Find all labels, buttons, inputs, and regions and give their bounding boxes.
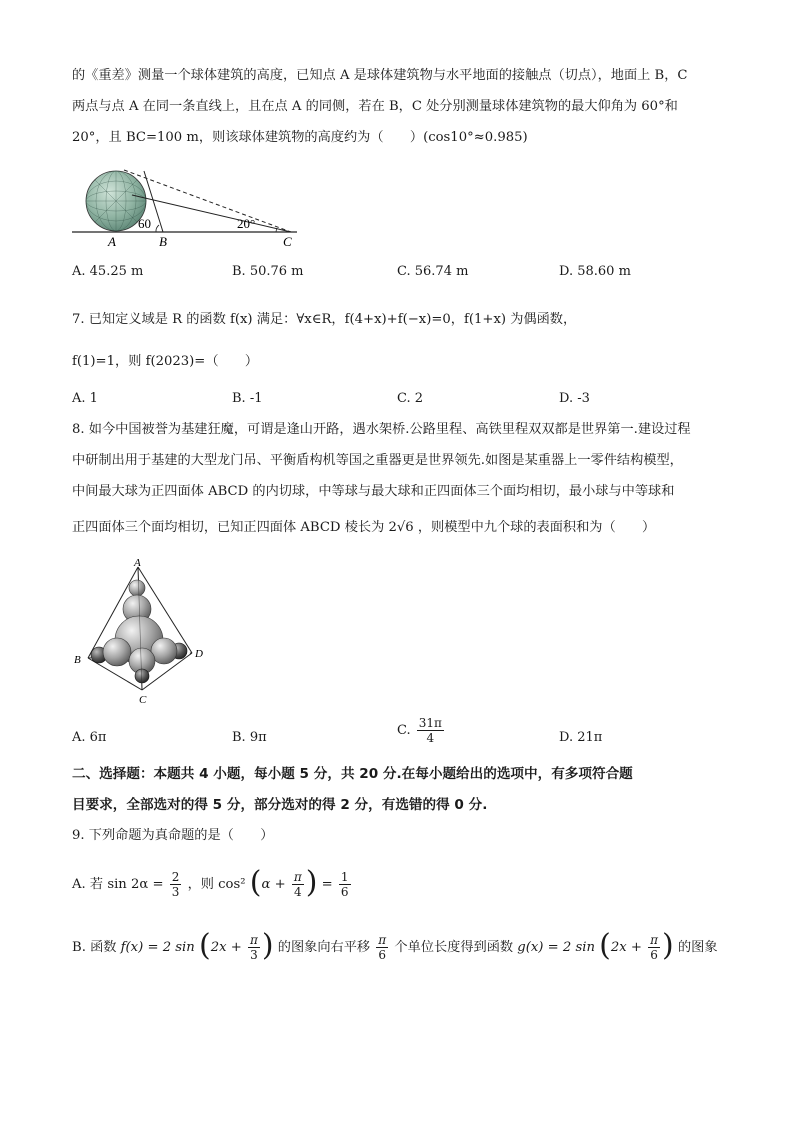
q6-stem-line-3: 20°，且 BC=100 m，则该球体建筑物的高度约为（ ）(cos10°≈0.985)	[72, 130, 528, 145]
q9-a-mid: ，则	[187, 877, 214, 892]
point-a-label: A	[108, 234, 116, 249]
angle-c-label: 20°	[237, 216, 256, 231]
q9-b-mid1: 的图象向右平移	[277, 940, 371, 955]
q9-a-given-num: 2	[171, 870, 180, 884]
q9-b-end: 的图象	[677, 940, 718, 955]
q6-option-c[interactable]: C. 56.74 m	[397, 264, 469, 279]
q9-b-pi: π	[249, 933, 258, 947]
q6-option-a[interactable]: A. 45.25 m	[72, 264, 144, 279]
q9-option-a[interactable]	[72, 864, 353, 900]
q9-a-cos: cos²	[218, 877, 246, 892]
q8-stem-line-4b: ，则模型中九个球的表面积和为（ ）	[417, 520, 656, 535]
tetra-vertex-d: D	[195, 648, 203, 660]
q8-option-c-den: 4	[426, 731, 435, 745]
q9-stem: 9. 下列命题为真命题的是（ ）	[72, 828, 274, 843]
q6-stem-line-2: 两点与点 A 在同一条直线上，且在点 A 的同侧，若在 B，C 处分别测量球体建筑物的最大仰角为 60°和	[72, 99, 678, 114]
tetra-vertex-c: C	[139, 694, 147, 706]
q7-option-c[interactable]: C. 2	[397, 391, 424, 406]
q9-b-close-paren-2: )	[662, 927, 674, 963]
sphere-building-figure	[72, 162, 302, 252]
q9-a-given-fraction	[170, 870, 182, 899]
q9-b-close-paren-1: )	[261, 927, 274, 963]
q9-a-pi: π	[293, 870, 302, 884]
q9-b-arg2: 2x +	[610, 940, 642, 955]
q8-stem-line-3: 中间最大球为正四面体 ABCD 的内切球，中等球与最大球和正四面体三个面均相切，最小球与中等球和	[72, 484, 675, 499]
q8-stem-line-4	[72, 518, 655, 538]
q6-option-d[interactable]: D. 58.60 m	[559, 264, 631, 279]
q8-stem-line-4a: 正四面体三个面均相切，已知正四面体 ABCD 棱长为	[72, 520, 385, 535]
q7-option-b[interactable]: B. -1	[232, 391, 263, 406]
q9-a-open-paren: (	[249, 864, 262, 900]
q9-b-arg1: 2x +	[210, 940, 242, 955]
q9-a-given: sin 2α =	[107, 877, 164, 892]
q9-b-label: B. 函数	[72, 940, 117, 955]
q9-b-shift-den: 6	[378, 948, 387, 962]
q8-option-c[interactable]	[397, 716, 446, 745]
q7-option-a[interactable]: A. 1	[72, 391, 98, 406]
q8-option-c-fraction	[417, 716, 444, 745]
q9-a-given-den: 3	[171, 885, 180, 899]
q8-option-c-label: C.	[397, 723, 411, 738]
section-2-heading-line-1: 二、选择题：本题共 4 小题，每小题 5 分，共 20 分.在每小题给出的选项中，有多项符合题	[72, 766, 633, 782]
q8-edge-length: 2√6	[388, 520, 414, 535]
q9-a-res-num: 1	[340, 870, 349, 884]
q6-option-b[interactable]: B. 50.76 m	[232, 264, 304, 279]
tetrahedron-spheres-figure	[72, 555, 222, 710]
q9-a-label: A. 若	[72, 877, 104, 892]
point-b-label: B	[159, 234, 167, 249]
q7-stem-line-1: 7. 已知定义域是 R 的函数 f(x) 满足：∀x∈R，f(4+x)+f(−x)=0，f(1+x) 为偶函数，	[72, 312, 577, 327]
q9-b-mid2: 个单位长度得到函数	[394, 940, 514, 955]
q9-a-eq: =	[321, 877, 333, 892]
q9-b-pi6-fraction	[648, 933, 660, 962]
point-c-label: C	[283, 234, 292, 249]
q9-a-close-paren: )	[305, 864, 318, 900]
q9-b-three: 3	[250, 948, 258, 962]
q9-a-res-den: 6	[340, 885, 349, 899]
q7-stem-line-2: f(1)=1，则 f(2023)=（ ）	[72, 354, 259, 369]
section-2-heading-line-2: 目要求，全部选对的得 5 分，部分选对的得 2 分，有选错的得 0 分.	[72, 797, 488, 813]
q9-option-b[interactable]	[72, 927, 718, 963]
q8-option-d[interactable]: D. 21π	[559, 730, 603, 745]
tetra-vertex-a: A	[134, 557, 141, 569]
q9-a-four: 4	[293, 885, 302, 899]
q9-b-open-paren-2: (	[599, 927, 611, 963]
q9-a-result-fraction	[339, 870, 351, 899]
q9-b-six: 6	[650, 948, 658, 962]
q9-b-open-paren-1: (	[198, 927, 211, 963]
angle-b-label: 60	[138, 216, 151, 231]
q6-stem-line-1: 的《重差》测量一个球体建筑的高度，已知点 A 是球体建筑物与水平地面的接触点（切点），地面上 B，C	[72, 68, 688, 83]
q9-b-pi3-fraction	[248, 933, 260, 962]
q9-a-pi-fraction	[292, 870, 304, 899]
q8-stem-line-1: 8. 如今中国被誉为基建狂魔，可谓是逢山开路，遇水架桥.公路里程、高铁里程双双都是世界第一.建设过程	[72, 422, 691, 437]
q9-b-pi-2: π	[650, 933, 659, 947]
q7-option-d[interactable]: D. -3	[559, 391, 590, 406]
q9-b-shift-num: π	[378, 933, 387, 947]
q9-b-shift-fraction	[376, 933, 388, 962]
tetra-vertex-b: B	[74, 654, 81, 666]
q8-option-b[interactable]: B. 9π	[232, 730, 267, 745]
q8-option-a[interactable]: A. 6π	[72, 730, 107, 745]
q8-stem-line-2: 中研制出用于基建的大型龙门吊、平衡盾构机等国之重器更是世界领先.如图是某重器上一零件结构模型，	[72, 453, 683, 468]
q9-b-g: g(x) = 2 sin	[517, 940, 595, 955]
q8-option-c-num: 31π	[418, 716, 442, 730]
q9-b-f: f(x) = 2 sin	[120, 940, 195, 955]
q9-a-arg: α +	[261, 877, 286, 892]
